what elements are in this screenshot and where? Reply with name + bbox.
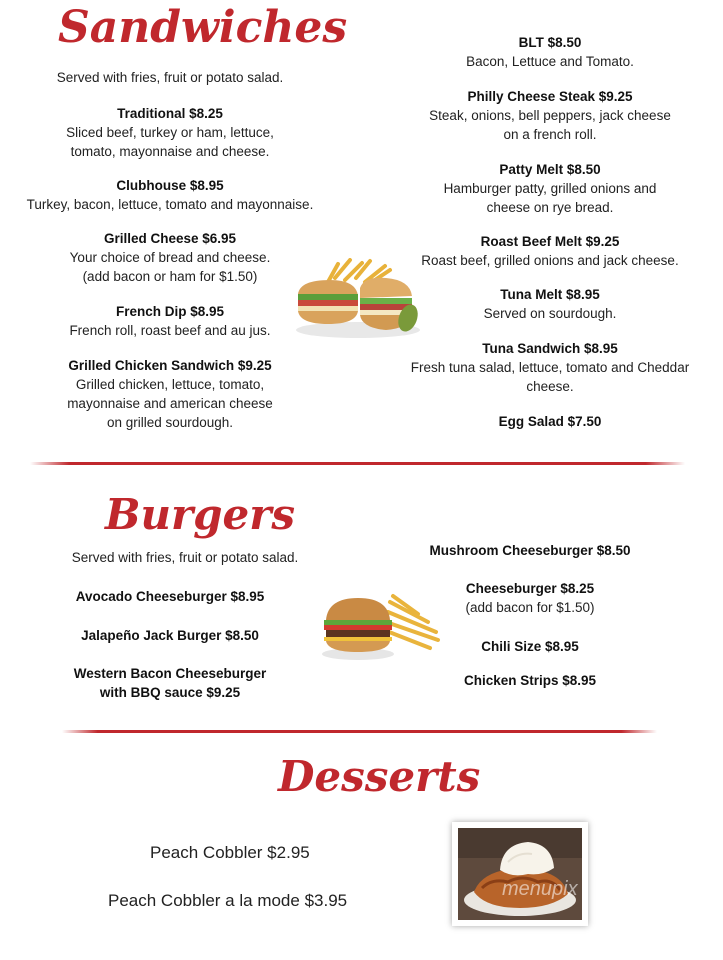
menu-item-grilled-chicken [10,356,330,432]
menu-item-cheeseburger [400,579,660,617]
item-name: BLT $8.50 [518,35,582,50]
item-desc: Sliced beef, turkey or ham, lettuce, [66,125,274,140]
dessert-photo-frame [452,822,588,926]
item-desc: cheese. [526,379,574,394]
item-name: Clubhouse $8.95 [116,178,224,193]
item-desc: (add bacon for $1.50) [465,600,595,615]
item-name: Egg Salad $7.50 [498,414,602,429]
item-name: Western Bacon Cheeseburger [73,666,267,681]
menu-item-jalapeno-jack [30,626,310,645]
menu-item-egg-salad [400,412,700,431]
menu-item-avocado-cheeseburger [30,587,310,606]
item-name: Tuna Melt $8.95 [500,287,600,302]
dessert-item-peach-cobbler-a-la-mode: Peach Cobbler a la mode $3.95 [108,891,348,910]
item-name: Cheeseburger $8.25 [465,581,595,596]
item-name: Philly Cheese Steak $9.25 [467,89,633,104]
item-desc: French roll, roast beef and au jus. [69,323,271,338]
desserts-title: Desserts [278,752,481,801]
item-name-line2: with BBQ sauce $9.25 [99,685,241,700]
item-name: Jalapeño Jack Burger $8.50 [81,628,259,643]
menu-item-french-dip [10,302,330,340]
menu-item-clubhouse [5,176,335,214]
sandwiches-title: Sandwiches [58,2,348,53]
menu-item-mushroom-cheeseburger [400,541,660,560]
item-name: Grilled Cheese $6.95 [103,231,237,246]
item-desc: Bacon, Lettuce and Tomato. [466,54,634,69]
menu-item-blt [400,33,700,71]
item-desc: on grilled sourdough. [106,415,234,430]
menu-item-patty-melt [400,160,700,217]
item-name: Grilled Chicken Sandwich $9.25 [68,358,272,373]
item-name: Avocado Cheeseburger $8.95 [75,589,265,604]
item-desc: Roast beef, grilled onions and jack cheese. [421,253,679,268]
watermark: menupix [502,878,578,900]
item-name: Traditional $8.25 [117,106,223,121]
item-name: Chicken Strips $8.95 [463,673,597,688]
menu-item-western-bacon [30,664,310,702]
item-desc: (add bacon or ham for $1.50) [82,269,258,284]
item-name: Roast Beef Melt $9.25 [480,234,620,249]
burgers-title: Burgers [105,490,296,539]
item-desc: Turkey, bacon, lettuce, tomato and mayonnaise. [26,197,314,212]
item-name: Chili Size $8.95 [481,639,579,654]
item-name: French Dip $8.95 [115,304,225,319]
menu-item-chili-size [400,637,660,656]
menu-item-tuna-sandwich [396,339,704,396]
sandwiches-subtitle: Served with fries, fruit or potato salad. [56,70,284,85]
item-name: Mushroom Cheeseburger $8.50 [429,543,631,558]
item-desc: Grilled chicken, lettuce, tomato, [75,377,265,392]
menu-item-traditional [10,104,330,161]
section-divider [30,462,685,465]
menu-item-grilled-cheese [10,229,330,286]
item-desc: Served on sourdough. [483,306,617,321]
burgers-subtitle: Served with fries, fruit or potato salad. [71,550,299,565]
item-desc: on a french roll. [503,127,597,142]
item-desc: tomato, mayonnaise and cheese. [70,144,270,159]
item-desc: mayonnaise and american cheese [67,396,273,411]
item-name: Tuna Sandwich $8.95 [482,341,618,356]
menu-item-philly [400,87,700,144]
section-divider [62,730,657,733]
item-desc: Your choice of bread and cheese. [69,250,271,265]
peach-cobbler-image [452,822,588,926]
item-desc: Hamburger patty, grilled onions and [443,181,657,196]
item-desc: Fresh tuna salad, lettuce, tomato and Cheddar [410,360,690,375]
item-desc: Steak, onions, bell peppers, jack cheese [429,108,671,123]
menu-item-tuna-melt [400,285,700,323]
item-desc: cheese on rye bread. [486,200,614,215]
menu-item-roast-beef-melt [400,232,700,270]
dessert-item-peach-cobbler: Peach Cobbler $2.95 [150,843,310,862]
menu-item-chicken-strips [400,671,660,690]
item-name: Patty Melt $8.50 [499,162,601,177]
